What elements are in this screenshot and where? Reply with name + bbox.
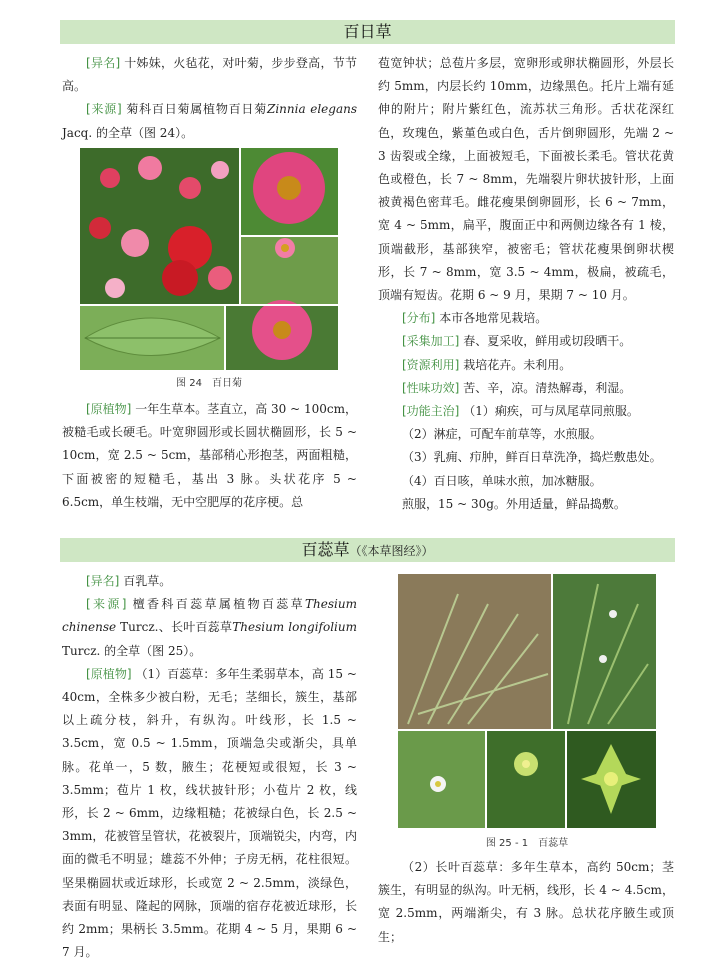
- plant-text-continued: 苞宽钟状；总苞片多层，宽卵形或卵状椭圆形，外层长约 5mm，内层长约 10mm，边缘黑色。托片上端有延伸的附片；附片紫红色，流苏状三角形。舌状花深红色，玫瑰色，紫堇色或白色，舌片倒卵圆形，先端 2 ~ 3 齿裂或全缘，上面被短毛，下面被长柔毛。管状花黄色或橙色，长 7 ~ 8mm，先端裂片卵状披针形，上面被黄褐色密茸毛。雌花瘦果倒卵圆形，长 6 ~ 7mm，宽 4 ~ 5mm，扁平，腹面正中和两侧边缘各有 1 棱，顶端截形，基部狭窄，被密毛；管状花瘦果倒卵状楔形，长 7 ~ 8mm，宽 3.5 ~ 4mm，极扁，被疏毛，顶端有短齿。花期 6 ~ 9 月，果期 7 ~ 10 月。: [378, 56, 674, 303]
- zinnia-photo-collage: [80, 148, 338, 370]
- section-title-band-1: [60, 20, 675, 44]
- section1-left-column: [62, 52, 357, 145]
- section-subtitle: （《本草图经》）: [349, 544, 434, 558]
- section2-left-column: [62, 570, 357, 964]
- distribution-paragraph: [378, 307, 674, 330]
- plant2-text: （2）长叶百蕊草：多年生草本，高约 50cm；茎簇生，有明显的纵沟。叶无柄，线形，长 4 ~ 4.5cm，宽 2.5mm，两端渐尖，有 3 脉。总状花序腋生或顶生；: [378, 860, 674, 944]
- latin-name-2: Thesium longifolium: [232, 620, 357, 635]
- latin-name: Zinnia elegans: [267, 102, 357, 117]
- source-text-mid: Turcz.、长叶百蕊草: [116, 620, 233, 635]
- source-paragraph: [62, 593, 357, 663]
- section2-right-column: [378, 856, 674, 949]
- processing-tag: [采集加工]: [402, 334, 460, 349]
- processing-paragraph: [378, 330, 674, 353]
- indication-item: （3）乳痈、疖肿，鲜百日草洗净，捣烂敷患处。: [402, 450, 662, 465]
- plant-tag: [原植物]: [86, 402, 132, 416]
- resource-text: 栽培花卉。未利用。: [463, 357, 572, 372]
- indication-item: （2）淋症，可配车前草等，水煎服。: [402, 427, 602, 442]
- nature-text: 苦、辛，凉。清热解毒，利湿。: [463, 380, 632, 395]
- source-tag: [来源]: [86, 597, 127, 612]
- section-title: 百日草: [343, 22, 392, 41]
- section-title: 百蕊草: [301, 540, 350, 559]
- alias-text: 百乳草。: [123, 574, 172, 588]
- thesium-photo: [398, 574, 656, 828]
- processing-text: 春、夏采收，鲜用或切段晒干。: [463, 334, 632, 349]
- plant-text: 一年生草本。茎直立，高 30 ~ 100cm，被糙毛或长硬毛。叶宽卵圆形或长圆状椭圆形，长 5 ~ 10cm，宽 2.5 ~ 5cm，基部稍心形抱茎，两面粗糙，下面被密的短糙毛，基出 3 脉。头状花序 5 ~ 6.5cm，单生枝端，无中空肥厚的花序梗。总: [62, 402, 357, 509]
- dosage-text: 煎服，15 ~ 30g。外用适量，鲜品捣敷。: [402, 496, 626, 511]
- section1-left-column-2: [62, 398, 357, 514]
- indication-paragraph: [378, 400, 674, 423]
- plant-paragraph: [62, 398, 357, 514]
- source-text-tail: Jacq. 的全草（图 24）。: [62, 125, 194, 140]
- alias-paragraph: [62, 570, 357, 593]
- section1-right-column: [378, 52, 674, 516]
- latin-name: Thesium chinense: [62, 597, 357, 635]
- plant-paragraph: [62, 663, 357, 964]
- distribution-tag: [分布]: [402, 311, 436, 326]
- plant-text: （1）百蕊草：多年生柔弱草本，高 15 ~ 40cm，全株多少被白粉，无毛；茎细长，簇生，基部以上疏分枝，斜升，有纵沟。叶线形，长 1.5 ~ 3.5cm，宽 0.5 ~ 1.5mm，顶端急尖或渐尖，具单脉。花单一，5 数，腋生；花梗短或很短，长 3 ~ 3.5mm；苞片 1 枚，线状披针形；小苞片 2 枚，线形，长 2 ~ 6mm，边缘粗糙；花被绿白色，长 2.5 ~ 3mm，花被管呈管状，花被裂片，顶端锐尖，内弯，内面的微毛不明显；雄蕊不外伸；子房无柄，花柱很短。坚果椭圆状或近球形，长或宽 2 ~ 2.5mm，淡绿色，表面有明显、隆起的网脉，顶端的宿存花被近球形，长约 2mm；果柄长 3.5mm。花期 4 ~ 5 月，果期 6 ~ 7 月。: [62, 666, 357, 960]
- alias-paragraph: [62, 52, 357, 98]
- source-text: 檀香科百蕊草属植物百蕊草: [132, 597, 306, 612]
- source-text-tail: Turcz. 的全草（图 25）。: [62, 643, 202, 658]
- distribution-text: 本市各地常见栽培。: [439, 311, 548, 326]
- zinnia-photo: [80, 148, 338, 370]
- resource-tag: [资源利用]: [402, 357, 460, 372]
- plant-tag: [原植物]: [86, 666, 132, 681]
- source-tag: [来源]: [86, 102, 122, 117]
- alias-text: 十姊妹，火毡花，对叶菊，步步登高，节节高。: [62, 56, 357, 94]
- indication-tag: [功能主治]: [402, 404, 460, 419]
- source-text: 菊科百日菊属植物百日菊: [126, 102, 267, 117]
- figure-caption: 图 25 - 1 百蕊草: [485, 838, 569, 849]
- thesium-photo-collage: [398, 574, 656, 828]
- source-paragraph: [62, 98, 357, 144]
- alias-tag: [异名]: [86, 56, 121, 70]
- section-title-band-2: [60, 538, 675, 562]
- figure-caption: 图 24 百日菊: [176, 378, 242, 389]
- alias-tag: [异名]: [86, 574, 120, 588]
- nature-paragraph: [378, 377, 674, 400]
- indication-text: （1）痢疾，可与凤尾草同煎服。: [463, 404, 639, 419]
- resource-paragraph: [378, 354, 674, 377]
- indication-item: （4）百日咳，单味水煎，加冰糖服。: [402, 473, 602, 488]
- nature-tag: [性味功效]: [402, 380, 460, 395]
